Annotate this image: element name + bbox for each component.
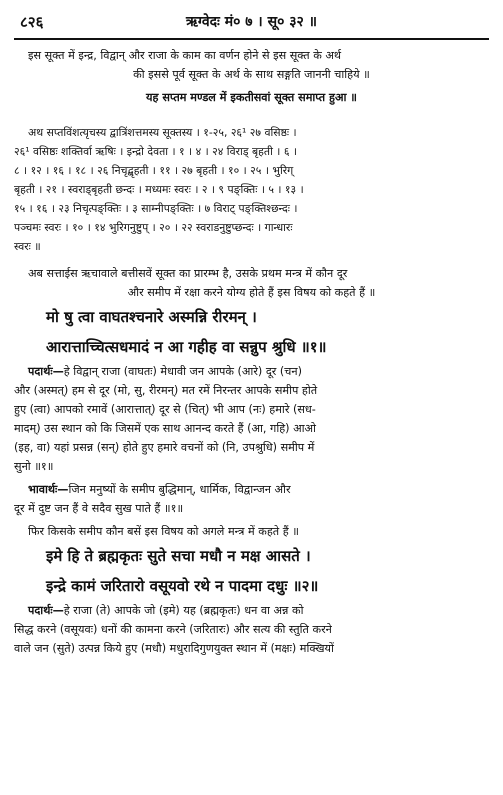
running-title: ऋग्वेदः मं० ७ । सू० ३२ ॥ [185,14,318,30]
padartha-line: वाले जन (सुते) उत्पन्न किये हुए (मधौ) मधुरादिगुणयुक्त स्थान में (मक्षः) मक्खियों [14,642,334,655]
meta-line: स्वरः ॥ [14,240,41,253]
header-rule [14,38,489,40]
meta-line: पञ्चमः स्वरः । १० । १४ भुरिगनुष्टुप् । २० । २२ स्वराडनुष्टुप्छन्दः । गान्धारः [14,221,293,234]
bhavartha-label: भावार्थः— [28,483,69,496]
mantra-verse: इन्द्रे कामं जरितारो वसूयवो रथे न पादमा दधुः ॥२॥ [46,577,319,595]
meta-line: १५ । १६ । २३ निचृत्पङ्क्तिः । ३ साम्नीपङ्क्तिः । ७ विराट् पङ्क्तिश्छन्दः । [14,202,298,215]
intro-line: इस सूक्त में इन्द्र, विद्वान् और राजा के काम का वर्णन होने से इस सूक्त के अर्थ [28,49,342,62]
padartha-label: पदार्थः— [28,365,64,378]
page-number: ८२६ [20,13,44,31]
mantra-intro: फिर किसके समीप कौन बसें इस विषय को अगले मन्त्र में कहते हैं ॥ [28,525,299,538]
padartha-line: हुए (त्वा) आपको रमावें (आरात्तात्) दूर से (चित्) भी आप (नः) हमारे (सध- [14,403,316,416]
meta-line: ८ । १२ । १६ । १८ । २६ निचृद्बृहती । ११ । २७ बृहती । १० । २५ । भुरिग् [14,164,294,177]
sukta-end-note: यह सप्तम मण्डल में इकतीसवां सूक्त समाप्त हुआ ॥ [146,91,357,104]
padartha-line: और (अस्मत्) हम से दूर (मो, सु, रीरमन्) मत रमें निरन्तर आपके समीप होते [14,384,318,397]
padartha-label: पदार्थः— [28,604,64,617]
meta-line: बृहती । २१ । स्वराड्बृहती छन्दः । मध्यमः स्वरः । २ । ९ पङ्क्तिः । ५ । १३ । [14,183,304,196]
mantra-verse: इमे हि ते ब्रह्मकृतः सुते सचा मधौ न मक्ष आसते । [46,547,311,565]
intro-line: की इससे पूर्व सूक्त के अर्थ के साथ सङ्गति जाननी चाहिये ॥ [133,68,370,81]
mantra-intro: और समीप में रक्षा करने योग्य होते हैं इस विषय को कहते हैं ॥ [127,286,376,299]
meta-line: अथ सप्तविंशत्यृचस्य द्वात्रिंशत्तमस्य सूक्तस्य । १-२५, २६¹ २७ वसिष्ठः । [28,126,297,139]
meta-line: २६¹ वसिष्ठः शक्तिर्वा ऋषिः । इन्द्रो देवता । १ । ४ । २४ विराड् बृहती । ६ । [14,145,297,158]
padartha-line: (इह, वा) यहां प्रसन्न (सन्) होते हुए हमारे वचनों को (नि, उपश्रुधि) समीप में [14,441,315,454]
mantra-verse: आरात्ताच्चित्सधमादं न आ गहीह वा सन्नुप श्रुधि ॥१॥ [46,338,327,356]
padartha-line: सिद्ध करने (वसूयवः) धनों की कामना करने (जरितारः) और सत्य की स्तुति करने [14,623,332,636]
padartha-line: पदार्थः—हे विद्वान् राजा (वाघतः) मेधावी जन आपके (आरे) दूर (चन) [28,365,302,378]
bhavartha-line: भावार्थः—जिन मनुष्यों के समीप बुद्धिमान्, धार्मिक, विद्वान्जन और [28,483,291,496]
mantra-verse: मो षु त्वा वाघतश्चनारे अस्मन्नि रीरमन् । [46,308,257,326]
padartha-line: मादम्) उस स्थान को कि जिसमें एक साथ आनन्द करते हैं (आ, गहि) आओ [14,422,316,435]
page-header [14,8,489,36]
mantra-intro: अब सत्ताईस ऋचावाले बत्तीसवें सूक्त का प्रारम्भ है, उसके प्रथम मन्त्र में कौन दूर [28,267,348,280]
padartha-line: पदार्थः—हे राजा (ते) आपके जो (इमे) यह (ब्रह्मकृतः) धन वा अन्न को [28,604,304,617]
padartha-line: सुनो ॥१॥ [14,460,54,473]
bhavartha-line: दूर में दुष्ट जन हैं वे सदैव सुख पाते हैं ॥१॥ [14,502,184,515]
